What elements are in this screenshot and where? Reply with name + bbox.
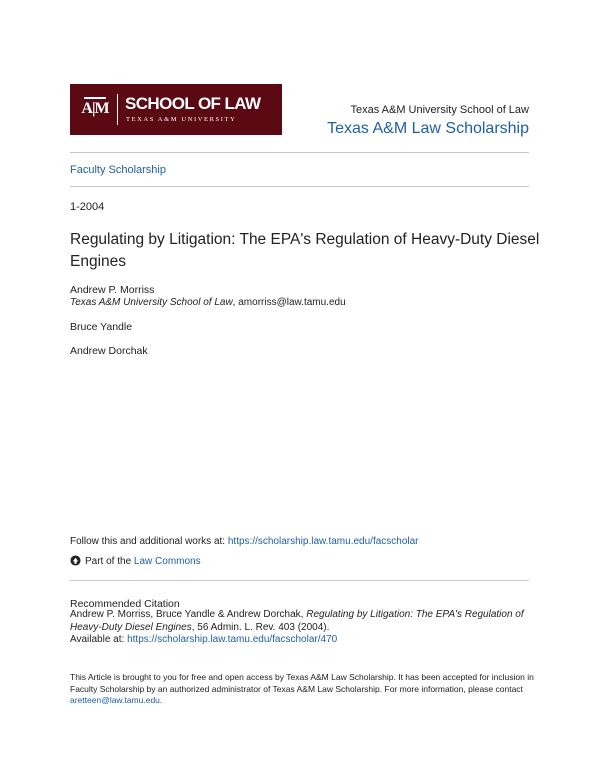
atm-mark-logo: A|M bbox=[80, 94, 110, 124]
author-name: Andrew P. Morriss bbox=[70, 284, 155, 296]
follow-line bbox=[70, 536, 419, 547]
affiliation-text: Texas A&M University School of Law bbox=[70, 297, 233, 308]
bepress-commons-icon bbox=[70, 555, 81, 566]
collection-link[interactable]: Faculty Scholarship bbox=[70, 164, 166, 176]
divider-citation bbox=[70, 580, 529, 581]
follow-text: Follow this and additional works at: bbox=[70, 536, 228, 547]
access-notice-text: This Article is brought to you for free and open access by Texas A&M Law Scholarship. It has been accepted for inclusion in Faculty Scholarship by an authorized administrator of Texas A&M Law Scholarship. For more information, please contact bbox=[70, 672, 534, 694]
law-school-logo bbox=[70, 84, 282, 135]
publication-date: 1-2004 bbox=[70, 201, 105, 213]
divider-top bbox=[70, 152, 529, 153]
contact-email-link[interactable]: aretteen@law.tamu.edu bbox=[70, 695, 160, 705]
citation-title: Regulating by Litigation: The EPA's Regulation of Heavy-Duty Diesel Engines bbox=[70, 609, 524, 633]
logo-school-of-law: SCHOOL OF LAW bbox=[125, 94, 261, 113]
available-prefix: Available at: bbox=[70, 634, 128, 645]
article-title: Regulating by Litigation: The EPA's Regulation of Heavy-Duty Diesel Engines bbox=[70, 231, 540, 270]
access-notice bbox=[70, 672, 540, 707]
logo-divider bbox=[117, 94, 118, 125]
part-of-line bbox=[70, 555, 201, 567]
law-commons-link[interactable]: Law Commons bbox=[133, 556, 201, 567]
part-of-prefix: Part of the bbox=[85, 556, 134, 567]
citation-rest: , 56 Admin. L. Rev. 403 (2004). bbox=[191, 621, 330, 633]
follow-url-link[interactable]: https://scholarship.law.tamu.edu/facscholar bbox=[227, 536, 419, 547]
author-name: Andrew Dorchak bbox=[70, 345, 148, 357]
author-affiliation bbox=[70, 297, 346, 308]
divider-collection bbox=[70, 186, 529, 187]
access-notice-end: . bbox=[159, 695, 163, 705]
author-name: Bruce Yandle bbox=[70, 321, 133, 333]
available-url-link[interactable]: https://scholarship.law.tamu.edu/facscholar/470 bbox=[127, 634, 338, 645]
citation-heading: Recommended Citation bbox=[70, 598, 180, 610]
repository-link[interactable]: Texas A&M Law Scholarship bbox=[327, 120, 529, 137]
affiliation-comma: , bbox=[232, 297, 239, 308]
citation-body bbox=[70, 609, 540, 647]
institution-name: Texas A&M University School of Law bbox=[350, 104, 529, 116]
citation-authors: Andrew P. Morriss, Bruce Yandle & Andrew Dorchak, bbox=[70, 609, 307, 620]
author-email: amorriss@law.tamu.edu bbox=[238, 297, 346, 308]
logo-university: TEXAS A&M UNIVERSITY bbox=[126, 116, 237, 123]
